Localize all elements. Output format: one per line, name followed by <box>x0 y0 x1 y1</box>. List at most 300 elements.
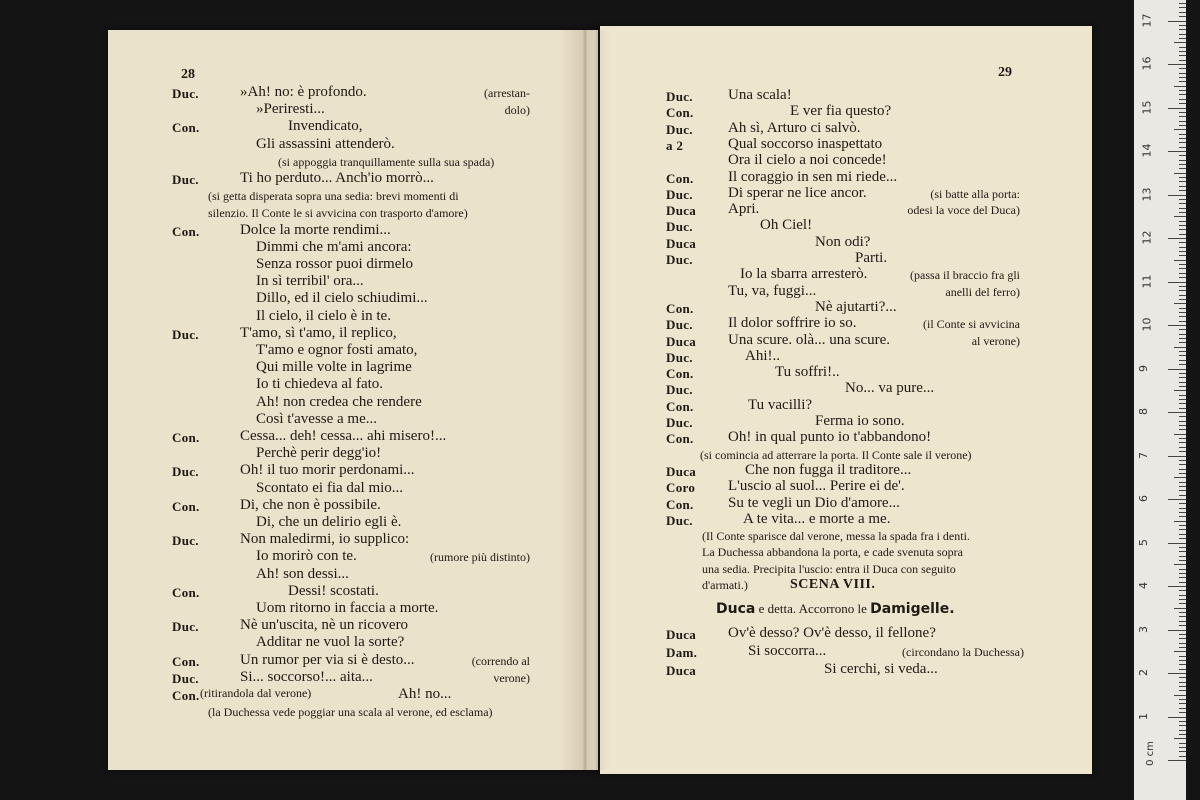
stage-direction: (Il Conte sparisce dal verone, messa la spada fra i denti. <box>702 529 970 543</box>
ruler-tick <box>1179 234 1186 235</box>
verse-line: Ferma io sono. <box>815 413 905 429</box>
stage-direction: (correndo al <box>471 654 530 668</box>
ruler-tick <box>1179 703 1186 704</box>
ruler-tick <box>1179 55 1186 56</box>
ruler-tick <box>1179 242 1186 243</box>
verse-line: Ah sì, Arturo ci salvò. <box>728 120 861 136</box>
verse-line: Si cerchi, si veda... <box>824 661 938 677</box>
scene-character: Duca <box>716 601 756 617</box>
ruler-tick <box>1179 60 1186 61</box>
speaker-label: Dam. <box>666 645 698 660</box>
ruler-tick <box>1179 403 1186 404</box>
verse-line: Perchè perir degg'io! <box>256 445 382 461</box>
ruler-tick <box>1179 621 1186 622</box>
ruler-tick <box>1179 7 1186 8</box>
ruler-tick <box>1168 630 1186 631</box>
ruler-tick <box>1174 651 1186 652</box>
ruler-tick <box>1179 442 1186 443</box>
verse-line: Non odi? <box>815 234 871 250</box>
ruler-tick <box>1174 738 1186 739</box>
speaker-label: Con. <box>666 301 694 316</box>
verse-line: Apri. <box>728 201 760 217</box>
verse-line: Tu soffri!.. <box>775 364 840 380</box>
verse-line: Oh Ciel! <box>760 217 813 233</box>
stage-direction: al verone) <box>971 334 1020 348</box>
ruler-tick <box>1179 47 1186 48</box>
verse-line: Io morirò con te. <box>256 548 357 564</box>
ruler-tick <box>1179 638 1186 639</box>
ruler-tick <box>1179 12 1186 13</box>
speaker-label: Duca <box>666 627 697 642</box>
ruler-tick <box>1179 408 1186 409</box>
ruler-tick <box>1179 29 1186 30</box>
ruler-tick <box>1179 503 1186 504</box>
stage-direction: (la Duchessa vede poggiar una scala al verone, ed esclama) <box>208 705 493 719</box>
ruler-tick <box>1179 730 1186 731</box>
ruler-tick <box>1179 68 1186 69</box>
ruler-tick <box>1179 3 1186 4</box>
verse-line: Additar ne vuol la sorte? <box>256 634 405 650</box>
verse-line: Ti ho perduto... Anch'io morrò... <box>240 170 434 186</box>
ruler-tick <box>1179 416 1186 417</box>
ruler-tick <box>1179 599 1186 600</box>
ruler-tick <box>1174 608 1186 609</box>
verse-line: Si... soccorso!... aita... <box>240 669 373 685</box>
verse-line: Scontato ei fia dal mio... <box>256 480 404 496</box>
speaker-label: Con. <box>172 120 200 135</box>
stage-direction: (passa il braccio fra gli <box>910 268 1020 282</box>
ruler-tick <box>1179 634 1186 635</box>
speaker-label: Duc. <box>666 415 693 430</box>
speaker-label: Duc. <box>666 187 693 202</box>
ruler-tick <box>1179 438 1186 439</box>
ruler-tick <box>1179 247 1186 248</box>
ruler-tick <box>1179 155 1186 156</box>
ruler-tick <box>1179 529 1186 530</box>
ruler-tick <box>1179 208 1186 209</box>
ruler-tick <box>1179 77 1186 78</box>
stage-direction: (si comincia ad atterrare la porta. Il Conte sale il verone) <box>700 448 972 462</box>
ruler-tick <box>1179 551 1186 552</box>
ruler-tick <box>1179 721 1186 722</box>
speaker-label: Con. <box>666 171 694 186</box>
ruler-tick <box>1179 342 1186 343</box>
verse-line: Di sperar ne lice ancor. <box>728 185 867 201</box>
speaker-label: Duca <box>666 663 697 678</box>
ruler-tick <box>1174 86 1186 87</box>
stage-direction: (si batte alla porta: <box>930 187 1020 201</box>
ruler-tick <box>1179 464 1186 465</box>
ruler-tick <box>1179 134 1186 135</box>
ruler-tick <box>1179 725 1186 726</box>
verse-line: Che non fugga il traditore... <box>745 462 912 478</box>
verse-line: T'amo e ognor fosti amato, <box>256 342 418 358</box>
ruler-tick <box>1179 682 1186 683</box>
ruler-tick <box>1179 316 1186 317</box>
ruler-tick <box>1174 347 1186 348</box>
verse-line: Uom ritorno in faccia a morte. <box>256 600 439 616</box>
page-number: 29 <box>998 65 1012 80</box>
speaker-label: Con. <box>172 654 200 669</box>
verse-line: A te vita... e morte a me. <box>743 511 891 527</box>
speaker-label: Duc. <box>172 533 199 548</box>
verse-line: Tu vacilli? <box>748 397 813 413</box>
ruler-tick <box>1179 355 1186 356</box>
ruler-tick <box>1179 160 1186 161</box>
ruler-tick <box>1179 299 1186 300</box>
verse-line: Io ti chiedeva al fato. <box>256 376 384 392</box>
ruler-number: 14 <box>1140 143 1154 158</box>
verse-line: Gli assassini attenderò. <box>256 136 395 152</box>
ruler-tick <box>1179 251 1186 252</box>
ruler-tick <box>1168 108 1186 109</box>
ruler-tick <box>1179 643 1186 644</box>
ruler-tick <box>1179 664 1186 665</box>
ruler-tick <box>1179 373 1186 374</box>
ruler-tick <box>1168 760 1186 761</box>
ruler-tick <box>1168 456 1186 457</box>
ruler-tick <box>1179 612 1186 613</box>
verse-line: T'amo, sì t'amo, il replico, <box>240 325 397 341</box>
speaker-label: Duca <box>666 203 697 218</box>
verse-line: Io la sbarra arresterò. <box>740 266 868 282</box>
ruler-tick <box>1179 573 1186 574</box>
ruler-tick <box>1179 90 1186 91</box>
ruler-tick <box>1179 203 1186 204</box>
ruler-tick <box>1179 321 1186 322</box>
stage-direction: (ritirandola dal verone) <box>200 686 312 700</box>
ruler-number: 9 <box>1137 364 1150 372</box>
ruler-tick <box>1179 534 1186 535</box>
ruler-tick <box>1179 308 1186 309</box>
ruler-tick <box>1168 717 1186 718</box>
ruler-tick <box>1179 125 1186 126</box>
ruler-tick <box>1179 490 1186 491</box>
ruler-tick <box>1179 538 1186 539</box>
ruler-tick <box>1179 273 1186 274</box>
verse-line: Il dolor soffrire io so. <box>728 315 857 331</box>
verse-line: Parti. <box>855 250 888 266</box>
ruler-tick <box>1179 590 1186 591</box>
ruler-tick <box>1179 686 1186 687</box>
verse-line: Una scure. olà... una scure. <box>728 332 891 348</box>
speaker-label: Con. <box>666 399 694 414</box>
ruler-tick <box>1179 334 1186 335</box>
speaker-label: Duc. <box>666 122 693 137</box>
ruler-tick <box>1179 756 1186 757</box>
page-number: 28 <box>181 67 195 82</box>
ruler-tick <box>1179 338 1186 339</box>
ruler-tick <box>1179 212 1186 213</box>
ruler-tick <box>1179 38 1186 39</box>
stage-direction: La Duchessa abbandona la porta, e cade svenuta sopra <box>702 545 963 559</box>
ruler-tick <box>1179 486 1186 487</box>
ruler-tick <box>1179 116 1186 117</box>
verse-line: No... va pure... <box>845 380 935 396</box>
ruler-tick <box>1179 690 1186 691</box>
ruler-tick <box>1179 16 1186 17</box>
measuring-ruler <box>1134 0 1186 800</box>
speaker-label: Duc. <box>666 382 693 397</box>
ruler-tick <box>1179 547 1186 548</box>
scene-subtitle <box>716 602 955 616</box>
ruler-tick <box>1179 264 1186 265</box>
verse-line: Dolce la morte rendimi... <box>240 222 391 238</box>
ruler-number: 12 <box>1140 230 1154 245</box>
ruler-tick <box>1179 290 1186 291</box>
ruler-number: 11 <box>1140 274 1154 288</box>
ruler-number: 6 <box>1137 495 1150 502</box>
ruler-tick <box>1179 73 1186 74</box>
ruler-tick <box>1174 434 1186 435</box>
ruler-tick <box>1179 255 1186 256</box>
verse-line: Dimmi che m'ami ancora: <box>256 239 412 255</box>
ruler-tick <box>1174 695 1186 696</box>
verse-line: Su te vegli un Dio d'amore... <box>728 495 900 511</box>
ruler-tick <box>1179 199 1186 200</box>
stage-direction: (il Conte si avvicina <box>923 317 1020 331</box>
speaker-label: Duc. <box>666 317 693 332</box>
stage-direction: verone) <box>493 671 530 685</box>
speaker-label: Con. <box>172 499 200 514</box>
ruler-tick <box>1168 369 1186 370</box>
speaker-label: Con. <box>666 431 694 446</box>
ruler-tick <box>1179 751 1186 752</box>
ruler-tick <box>1168 586 1186 587</box>
ruler-tick <box>1179 425 1186 426</box>
ruler-tick <box>1179 699 1186 700</box>
speaker-label: Duc. <box>172 671 199 686</box>
ruler-tick <box>1179 181 1186 182</box>
speaker-label: Coro <box>666 480 696 495</box>
ruler-tick <box>1174 477 1186 478</box>
verse-line: Nè un'uscita, nè un ricovero <box>240 617 409 633</box>
ruler-tick <box>1179 647 1186 648</box>
ruler-number: 3 <box>1137 625 1150 633</box>
verse-line: »Periresti... <box>256 101 325 117</box>
ruler-tick <box>1179 595 1186 596</box>
stage-direction: (si getta disperata sopra una sedia: brevi momenti di <box>208 189 459 203</box>
ruler-tick <box>1179 525 1186 526</box>
ruler-tick <box>1179 495 1186 496</box>
stage-direction: dolo) <box>504 103 530 117</box>
ruler-tick <box>1179 569 1186 570</box>
ruler-tick <box>1179 377 1186 378</box>
stage-direction: (rumore più distinto) <box>430 550 530 564</box>
ruler-tick <box>1179 512 1186 513</box>
ruler-tick <box>1168 412 1186 413</box>
stage-direction: odesi la voce del Duca) <box>907 203 1020 217</box>
verse-line: »Ah! no: è profondo. <box>240 84 367 100</box>
verse-line: Di, che non è possibile. <box>240 497 381 513</box>
speaker-label: Con. <box>172 224 200 239</box>
ruler-tick <box>1179 229 1186 230</box>
speaker-label: Con. <box>666 497 694 512</box>
speaker-label: Duca <box>666 334 697 349</box>
verse-line: Ov'è desso? Ov'è desso, il fellone? <box>728 625 936 641</box>
speaker-label: Duc. <box>172 86 199 101</box>
speaker-label: Duc. <box>666 89 693 104</box>
ruler-tick <box>1179 625 1186 626</box>
ruler-tick <box>1179 603 1186 604</box>
verse-line: Una scala! <box>728 87 792 103</box>
verse-line: Nè ajutarti?... <box>815 299 897 315</box>
ruler-tick <box>1174 42 1186 43</box>
verse-line: Ah! son dessi... <box>256 566 349 582</box>
ruler-tick <box>1179 360 1186 361</box>
ruler-tick <box>1174 303 1186 304</box>
ruler-tick <box>1179 34 1186 35</box>
ruler-tick <box>1179 473 1186 474</box>
ruler-tick <box>1168 282 1186 283</box>
ruler-tick <box>1179 164 1186 165</box>
ruler-tick <box>1179 103 1186 104</box>
ruler-tick <box>1179 708 1186 709</box>
ruler-tick <box>1179 421 1186 422</box>
ruler-tick <box>1179 429 1186 430</box>
speaker-label: Con. <box>172 430 200 445</box>
ruler-tick <box>1174 173 1186 174</box>
stage-direction: (circondano la Duchessa) <box>902 645 1024 659</box>
ruler-tick <box>1179 460 1186 461</box>
scene-title: SCENA VIII. <box>790 577 876 592</box>
ruler-tick <box>1168 21 1186 22</box>
ruler-tick <box>1179 482 1186 483</box>
ruler-tick <box>1179 508 1186 509</box>
speaker-label: Duca <box>666 464 697 479</box>
verse-line: Si soccorra... <box>748 643 827 659</box>
speaker-label: Con. <box>666 105 694 120</box>
ruler-number: 1 <box>1137 712 1150 720</box>
ruler-tick <box>1179 734 1186 735</box>
ruler-tick <box>1179 677 1186 678</box>
verse-line: Senza rossor puoi dirmelo <box>256 256 414 272</box>
ruler-tick <box>1179 51 1186 52</box>
ruler-tick <box>1168 543 1186 544</box>
verse-line: Ahi!.. <box>745 348 780 364</box>
ruler-tick <box>1179 669 1186 670</box>
ruler-number: 15 <box>1140 100 1154 114</box>
ruler-tick <box>1179 382 1186 383</box>
speaker-label: Duc. <box>666 219 693 234</box>
verse-line: Un rumor per via si è desto... <box>240 652 415 668</box>
ruler-tick <box>1179 616 1186 617</box>
ruler-tick <box>1168 673 1186 674</box>
ruler-tick <box>1179 329 1186 330</box>
speaker-label: Con. <box>172 688 200 703</box>
speaker-label: Duca <box>666 236 697 251</box>
speaker-label: Duc. <box>172 172 199 187</box>
stage-direction: d'armati.) <box>702 578 748 592</box>
ruler-tick <box>1179 25 1186 26</box>
verse-line: Ah! non credea che rendere <box>256 394 422 410</box>
ruler-tick <box>1174 129 1186 130</box>
ruler-tick <box>1179 395 1186 396</box>
ruler-tick <box>1179 386 1186 387</box>
ruler-number: 16 <box>1140 56 1154 71</box>
ruler-tick <box>1168 64 1186 65</box>
ruler-number: 7 <box>1137 451 1150 459</box>
verse-line: L'uscio al suol... Perire ei de'. <box>728 478 905 494</box>
ruler-tick <box>1179 168 1186 169</box>
ruler-tick <box>1179 186 1186 187</box>
ruler-tick <box>1179 221 1186 222</box>
speaker-label: Duc. <box>172 619 199 634</box>
scene-text: e detta. Accorrono le <box>758 601 867 616</box>
verse-line: Così t'avesse a me... <box>256 411 378 427</box>
verse-line: Di, che un delirio egli è. <box>256 514 402 530</box>
ruler-tick <box>1168 325 1186 326</box>
verse-line: Invendicato, <box>288 118 363 134</box>
ruler-tick <box>1179 312 1186 313</box>
ruler-tick <box>1179 142 1186 143</box>
ruler-tick <box>1179 277 1186 278</box>
ruler-tick <box>1168 195 1186 196</box>
speaker-label: Duc. <box>172 327 199 342</box>
verse-line: Cessa... deh! cessa... ahi misero!... <box>240 428 447 444</box>
scene-character: Damigelle. <box>870 601 955 617</box>
verse-line: Ah! no... <box>398 686 452 702</box>
ruler-tick <box>1174 521 1186 522</box>
left-page <box>108 30 598 770</box>
ruler-tick <box>1179 81 1186 82</box>
stage-direction: (si appoggia tranquillamente sulla sua spada) <box>278 155 495 169</box>
stage-direction: anelli del ferro) <box>945 285 1020 299</box>
ruler-tick <box>1179 560 1186 561</box>
ruler-tick <box>1179 225 1186 226</box>
speaker-label: a 2 <box>666 138 684 153</box>
ruler-tick <box>1179 582 1186 583</box>
ruler-tick <box>1179 121 1186 122</box>
ruler-tick <box>1179 660 1186 661</box>
ruler-tick <box>1179 190 1186 191</box>
ruler-tick <box>1168 238 1186 239</box>
verse-line: Ora il cielo a noi concede! <box>728 152 887 168</box>
ruler-tick <box>1174 564 1186 565</box>
ruler-tick <box>1179 469 1186 470</box>
ruler-number: 10 <box>1140 317 1154 332</box>
ruler-tick <box>1179 712 1186 713</box>
ruler-tick <box>1179 451 1186 452</box>
verse-line: Dessi! scostati. <box>288 583 379 599</box>
ruler-number: 13 <box>1140 187 1154 201</box>
ruler-tick <box>1179 351 1186 352</box>
ruler-tick <box>1179 747 1186 748</box>
ruler-tick <box>1179 138 1186 139</box>
ruler-tick <box>1179 447 1186 448</box>
verse-line: Oh! il tuo morir perdonami... <box>240 462 415 478</box>
verse-line: Non maledirmi, io supplico: <box>240 531 410 547</box>
verse-line: Qui mille volte in lagrime <box>256 359 412 375</box>
ruler-tick <box>1179 286 1186 287</box>
verse-line: E ver fia questo? <box>790 103 892 119</box>
verse-line: Tu, va, fuggi... <box>728 283 817 299</box>
ruler-tick <box>1179 556 1186 557</box>
speaker-label: Duc. <box>172 464 199 479</box>
stage-direction: (arrestan- <box>484 86 530 100</box>
speaker-label: Con. <box>666 366 694 381</box>
verse-line: Oh! in qual punto io t'abbandono! <box>728 429 932 445</box>
right-page <box>600 26 1092 774</box>
verse-line: In sì terribil' ora... <box>256 273 364 289</box>
ruler-number: 8 <box>1137 408 1150 415</box>
ruler-number: 17 <box>1140 13 1154 27</box>
ruler-tick <box>1179 268 1186 269</box>
stage-direction: una sedia. Precipita l'uscio: entra il Duca con seguito <box>702 562 956 576</box>
speaker-label: Con. <box>172 585 200 600</box>
ruler-tick <box>1174 390 1186 391</box>
ruler-tick <box>1174 216 1186 217</box>
